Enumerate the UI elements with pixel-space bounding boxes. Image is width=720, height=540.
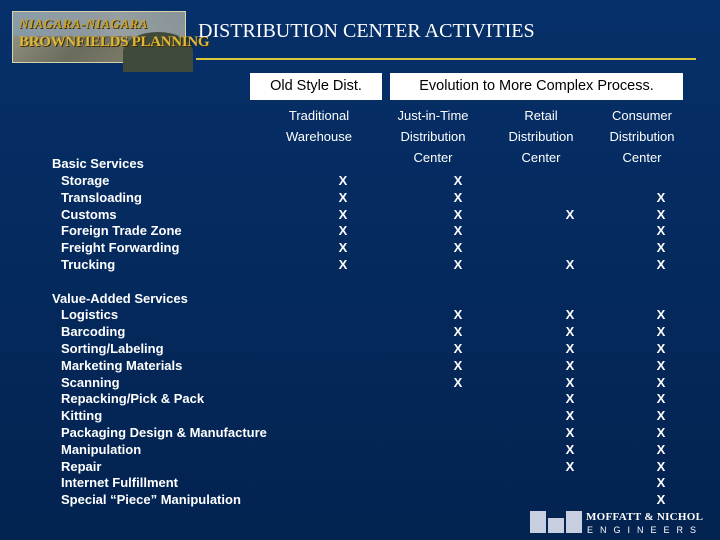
mark-col3-row3: X: [656, 223, 666, 238]
service-scanning: Scanning: [61, 375, 120, 390]
mark-col3-row5: X: [656, 257, 666, 272]
service-storage: Storage: [61, 173, 110, 188]
brownfields-planning-logo: [12, 11, 210, 63]
service-barcoding: Barcoding: [61, 324, 126, 339]
service-foreign-trade-zone: Foreign Trade Zone: [61, 223, 182, 238]
service-manipulation: Manipulation: [61, 442, 142, 457]
mark-col3-row14: X: [656, 408, 666, 423]
mark-col2-row14: X: [565, 408, 575, 423]
service-freight-forwarding: Freight Forwarding: [61, 240, 180, 255]
col-header-retail-line3: Center: [521, 150, 561, 165]
mark-col1-row5: X: [453, 257, 463, 272]
mark-col2-row9: X: [565, 324, 575, 339]
mark-col3-row13: X: [656, 391, 666, 406]
mark-col2-row10: X: [565, 341, 575, 356]
col-header-traditional-line2: Warehouse: [286, 129, 352, 144]
mark-col1-row2: X: [453, 207, 463, 222]
old-style-header: Old Style Dist.: [250, 73, 382, 100]
col-header-retail-line1: Retail: [524, 108, 558, 123]
mark-col3-row12: X: [656, 375, 666, 390]
firm-name: MOFFATT & NICHOL: [586, 511, 704, 523]
slide-title: DISTRIBUTION CENTER ACTIVITIES: [198, 20, 535, 42]
col-header-jit-line1: Just-in-Time: [397, 108, 469, 123]
mark-col2-row5: X: [565, 257, 575, 272]
logo-line2: BROWNFIELDS PLANNING: [19, 34, 210, 50]
logo-line1: NIAGARA-NIAGARA: [19, 16, 148, 31]
mark-col2-row17: X: [565, 459, 575, 474]
mark-col1-row3: X: [453, 223, 463, 238]
mark-col2-row13: X: [565, 391, 575, 406]
mark-col1-row1: X: [453, 190, 463, 205]
mark-col0-row4: X: [338, 240, 348, 255]
service-logistics: Logistics: [61, 307, 119, 322]
mark-col3-row11: X: [656, 358, 666, 373]
mark-col3-row18: X: [656, 475, 666, 490]
col-header-traditional-line1: Traditional: [288, 108, 350, 123]
evolution-header: Evolution to More Complex Process.: [390, 73, 683, 100]
mark-col3-row2: X: [656, 207, 666, 222]
service-repair: Repair: [61, 459, 102, 474]
mark-col2-row15: X: [565, 425, 575, 440]
firm-subtitle: ENGINEERS: [587, 525, 704, 535]
service-special-piece-manipulation: Special “Piece” Manipulation: [61, 492, 241, 507]
mark-col2-row11: X: [565, 358, 575, 373]
mark-col3-row19: X: [656, 492, 666, 507]
mark-col1-row10: X: [453, 341, 463, 356]
mark-col1-row4: X: [453, 240, 463, 255]
col-header-jit-line3: Center: [413, 150, 453, 165]
mark-col3-row9: X: [656, 324, 666, 339]
mark-col0-row0: X: [338, 173, 348, 188]
mark-col0-row3: X: [338, 223, 348, 238]
col-header-retail-line2: Distribution: [508, 129, 574, 144]
service-sorting-labeling: Sorting/Labeling: [61, 341, 164, 356]
mark-col1-row0: X: [453, 173, 463, 188]
service-trucking: Trucking: [61, 257, 116, 272]
mark-col3-row16: X: [656, 442, 666, 457]
service-repacking-pick-pack: Repacking/Pick & Pack: [61, 391, 205, 406]
mark-col1-row11: X: [453, 358, 463, 373]
section-label-value-added-services: Value-Added Services: [52, 291, 188, 306]
title-underline: [196, 58, 696, 60]
mark-col3-row4: X: [656, 240, 666, 255]
mark-col2-row2: X: [565, 207, 575, 222]
mark-col0-row2: X: [338, 207, 348, 222]
logo-block-mid: [548, 518, 564, 533]
mark-col3-row1: X: [656, 190, 666, 205]
mark-col3-row15: X: [656, 425, 666, 440]
mark-col1-row9: X: [453, 324, 463, 339]
mark-col2-row8: X: [565, 307, 575, 322]
mark-col0-row1: X: [338, 190, 348, 205]
mark-col0-row5: X: [338, 257, 348, 272]
service-packaging-design: Packaging Design & Manufacture: [61, 425, 267, 440]
mark-col1-row8: X: [453, 307, 463, 322]
service-marketing-materials: Marketing Materials: [61, 358, 183, 373]
col-header-jit-line2: Distribution: [400, 129, 466, 144]
mark-col3-row8: X: [656, 307, 666, 322]
mark-col2-row12: X: [565, 375, 575, 390]
mark-col1-row12: X: [453, 375, 463, 390]
mark-col2-row16: X: [565, 442, 575, 457]
service-transloading: Transloading: [61, 190, 142, 205]
logo-block-left: [530, 511, 546, 533]
service-customs: Customs: [61, 207, 117, 222]
col-header-consumer-line1: Consumer: [612, 108, 672, 123]
service-internet-fulfillment: Internet Fulfillment: [61, 475, 178, 490]
mark-col3-row17: X: [656, 459, 666, 474]
section-label-basic-services: Basic Services: [52, 156, 144, 171]
service-kitting: Kitting: [61, 408, 103, 423]
col-header-consumer-line3: Center: [622, 150, 662, 165]
col-header-consumer-line2: Distribution: [609, 129, 675, 144]
logo-block-right: [566, 511, 582, 533]
mark-col3-row10: X: [656, 341, 666, 356]
